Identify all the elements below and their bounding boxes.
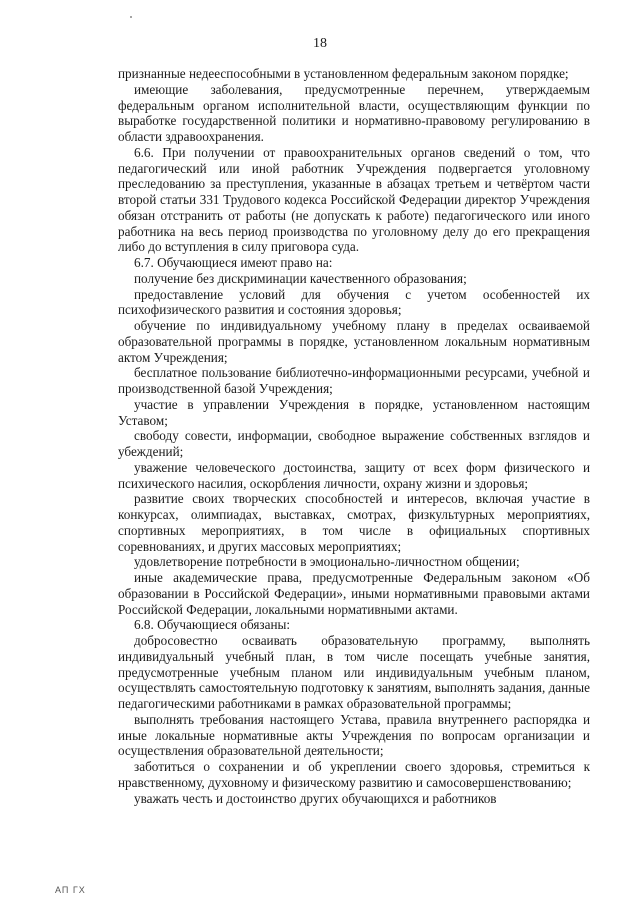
document-body [118,66,590,806]
paragraph: иные академические права, предусмотренные Федеральным законом «Об образовании в Российской Федерации», иными нормативными правовыми актами Российской Федерации, локальными нормативными актами. [118,570,590,617]
paragraph: заботиться о сохранении и об укреплении своего здоровья, стремиться к нравственному, духовному и физическому развитию и самосовершенствованию; [118,759,590,790]
paragraph: бесплатное пользование библиотечно-информационными ресурсами, учебной и производственной базой Учреждения; [118,365,590,396]
paragraph: выполнять требования настоящего Устава, правила внутреннего распорядка и иные локальные нормативные акты Учреждения по вопросам организации и осуществления образовательной деятельности; [118,711,590,759]
paragraph: обучение по индивидуальному учебному плану в пределах осваиваемой образовательной программы в порядке, установленном локальным нормативным актом Учреждения; [118,318,590,365]
scan-speck [130,16,132,18]
paragraph: свободу совести, информации, свободное выражение собственных взглядов и убеждений; [118,428,590,459]
paragraph: развитие своих творческих способностей и интересов, включая участие в конкурсах, олимпиадах, выставках, смотрах, физкультурных мероприятиях, спортивных мероприятиях, в том числе в официальных спортивных соревнованиях, и других массовых мероприятиях; [118,491,590,554]
paragraph: удовлетворение потребности в эмоционально-личностном общении; [134,554,520,570]
paragraph: уважать честь и достоинство других обучающихся и работников [134,790,497,806]
paragraph: добросовестно осваивать образовательную программу, выполнять индивидуальный учебный план, в том числе посещать учебные занятия, предусмотренные учебным планом или индивидуальным учебным планом, осуществлять самостоятельную подготовку к занятиям, выполнять задания, данные педагогическими работниками в рамках образовательной программы; [118,633,590,711]
paragraph: имеющие заболевания, предусмотренные перечнем, утверждаемым федеральным органом исполнительной власти, осуществляющим функции по выработке государственной политики и нормативно-правовому регулированию в области здравоохранения. [118,81,590,144]
paragraph: предоставление условий для обучения с учетом особенностей их психофизического развития и состояния здоровья; [118,286,590,318]
paragraph: признанные недееспособными в установленном федеральным законом порядке; [118,66,569,81]
paragraph: 6.8. Обучающиеся обязаны: [134,617,291,633]
corner-stamp: АП ГХ [55,885,86,895]
paragraph: получение без дискриминации качественного образования; [134,270,467,286]
paragraph: 6.6. При получении от правоохранительных органов сведений о том, что педагогический или иной работник Учреждения подвергается уголовному преследованию за преступления, указанные в абзацах третьем и четвёртом части второй статьи 331 Трудового кодекса Российской Федерации директор Учреждения обязан отстранить от работы (не допускать к работе) педагогического или иного работника на весь период производства по уголовному делу до его прекращения либо до вступления в силу приговора суда. [118,144,590,255]
page-number: 18 [313,36,327,51]
paragraph: участие в управлении Учреждения в порядке, установленном настоящим Уставом; [118,396,590,428]
paragraph: уважение человеческого достоинства, защиту от всех форм физического и психического насилия, оскорбления личности, охрану жизни и здоровья; [118,459,590,491]
paragraph: 6.7. Обучающиеся имеют право на: [134,255,333,270]
